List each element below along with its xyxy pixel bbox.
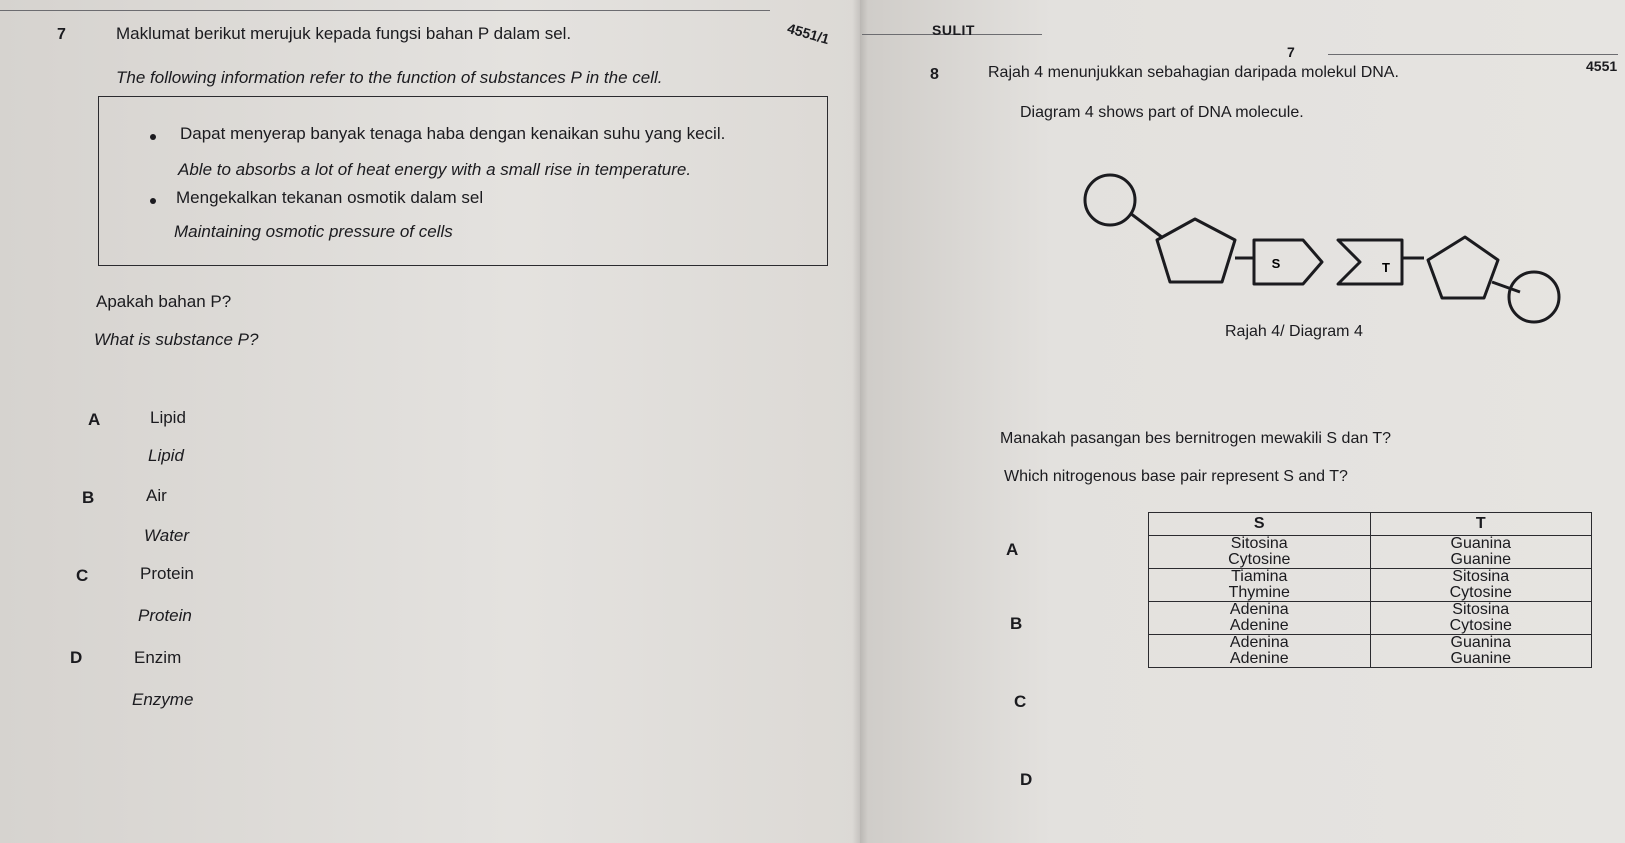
base-s-label: S — [1271, 256, 1281, 271]
cell-ms: Tiamina — [1231, 568, 1288, 585]
base-t-icon — [1338, 240, 1402, 284]
cell-en: Thymine — [1228, 584, 1290, 601]
option-text-ms: Protein — [140, 564, 194, 583]
phosphate-bottom-icon — [1509, 272, 1559, 322]
option-letter: B — [82, 488, 95, 507]
cell-s — [1149, 635, 1371, 668]
question-number: 7 — [57, 26, 66, 43]
question-prompt-ms: Apakah bahan P? — [96, 292, 232, 311]
sulit-label: SULIT — [932, 22, 975, 38]
cell-ms: Sitosina — [1452, 568, 1510, 585]
table-row[interactable] — [1149, 569, 1592, 602]
cell-ms: Guanina — [1450, 634, 1511, 651]
paper-code-right: 4551 — [1586, 58, 1618, 74]
info-item-2-ms: Mengekalkan tekanan osmotik dalam sel — [176, 188, 484, 207]
cell-t — [1370, 569, 1592, 602]
phosphate-top-icon — [1085, 175, 1135, 225]
answer-table — [1148, 512, 1592, 668]
question-stem-en: Diagram 4 shows part of DNA molecule. — [1020, 104, 1304, 121]
option-letter: D — [70, 648, 83, 667]
cell-en: Guanine — [1450, 650, 1511, 667]
deoxyribose-right-icon — [1428, 237, 1498, 298]
option-text-en: Lipid — [148, 446, 184, 465]
cell-t — [1370, 635, 1592, 668]
info-item-1-ms: Dapat menyerap banyak tenaga haba dengan kenaikan suhu yang kecil. — [180, 124, 726, 143]
cell-ms: Sitosina — [1230, 535, 1288, 552]
cell-ms: Guanina — [1450, 535, 1511, 552]
cell-ms: Adenina — [1229, 634, 1289, 651]
option-text-en: Water — [144, 526, 190, 545]
diagram-caption: Rajah 4/ Diagram 4 — [1225, 323, 1363, 340]
table-row[interactable] — [1149, 602, 1592, 635]
option-text-ms: Enzim — [134, 648, 182, 667]
table-row[interactable] — [1149, 635, 1592, 668]
question-stem-en: The following information refer to the function of substances P in the cell. — [116, 68, 663, 87]
cell-en: Guanine — [1450, 551, 1511, 568]
question-prompt-en: What is substance P? — [94, 330, 259, 349]
cell-s — [1149, 602, 1371, 635]
base-s-icon — [1254, 240, 1322, 284]
cell-en: Cytosine — [1228, 551, 1291, 568]
option-letter[interactable]: A — [1006, 540, 1019, 559]
question-stem-ms: Rajah 4 menunjukkan sebahagian daripada molekul DNA. — [988, 64, 1399, 81]
cell-s — [1149, 569, 1371, 602]
deoxyribose-left-icon — [1157, 219, 1235, 282]
base-t-label: T — [1382, 260, 1390, 275]
cell-ms: Sitosina — [1452, 601, 1510, 618]
option-letter: C — [76, 566, 89, 585]
cell-en: Adenine — [1229, 617, 1289, 634]
option-letter: A — [88, 410, 101, 429]
question-prompt-en: Which nitrogenous base pair represent S and T? — [1004, 468, 1348, 485]
question-prompt-ms: Manakah pasangan bes bernitrogen mewakili S dan T? — [1000, 430, 1392, 447]
option-text-ms: Air — [146, 486, 167, 505]
option-text-en: Protein — [138, 606, 192, 625]
cell-en: Cytosine — [1449, 617, 1512, 634]
cell-s — [1149, 536, 1371, 569]
bond-line — [1492, 282, 1520, 292]
question-number: 8 — [930, 66, 939, 83]
bond-line — [1130, 213, 1163, 238]
option-letter[interactable]: C — [1014, 692, 1027, 711]
header-s: S — [1149, 513, 1371, 536]
info-item-2-en: Maintaining osmotic pressure of cells — [174, 222, 453, 241]
page-number: 7 — [1287, 44, 1295, 60]
cell-t — [1370, 602, 1592, 635]
info-item-1-en: Able to absorbs a lot of heat energy with a small rise in temperature. — [178, 160, 692, 179]
header-t: T — [1370, 513, 1592, 536]
table-header-row — [1149, 513, 1592, 536]
cell-ms: Adenina — [1229, 601, 1289, 618]
question-stem-ms: Maklumat berikut merujuk kepada fungsi bahan P dalam sel. — [116, 24, 572, 43]
cell-en: Adenine — [1229, 650, 1289, 667]
option-letter[interactable]: B — [1010, 614, 1023, 633]
table-row[interactable] — [1149, 536, 1592, 569]
option-text-en: Enzyme — [132, 690, 194, 709]
option-text-ms: Lipid — [150, 408, 186, 427]
cell-t — [1370, 536, 1592, 569]
paper-code-left: 4551/1 — [785, 20, 832, 48]
option-letter[interactable]: D — [1020, 770, 1033, 789]
cell-en: Cytosine — [1449, 584, 1512, 601]
